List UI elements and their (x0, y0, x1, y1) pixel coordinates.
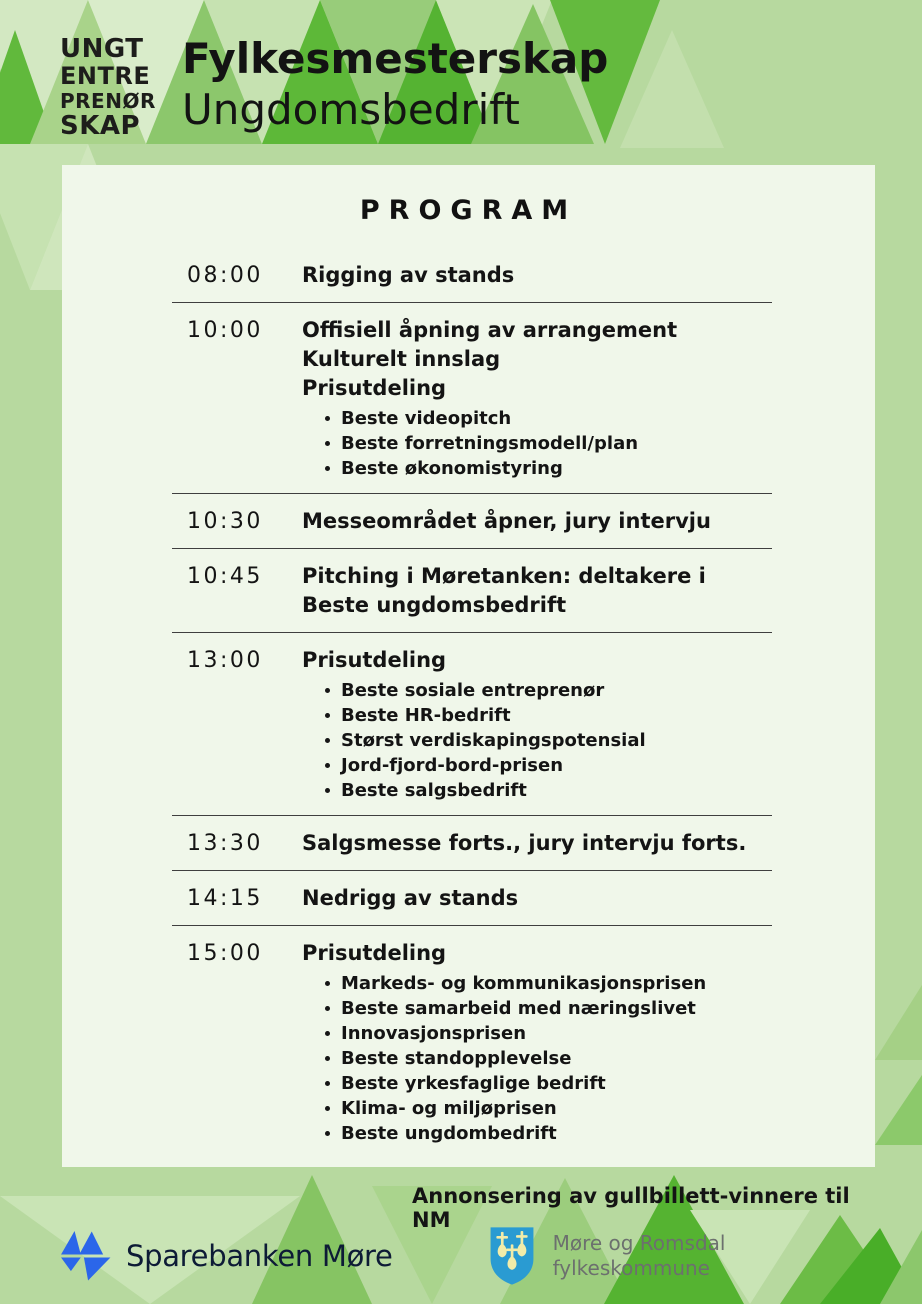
bullet-list (325, 406, 772, 481)
schedule-row-1300 (172, 633, 772, 816)
bullet-item (325, 996, 772, 1021)
time-label: 13:30 (187, 831, 263, 856)
bullet-text: Beste sosiale entreprenør (341, 680, 605, 701)
logo-line: PRENØR (60, 89, 156, 113)
event-line: Offisiell åpning av arrangement (302, 318, 678, 342)
bullet-dot-icon (325, 1056, 330, 1061)
bullet-list (325, 678, 772, 803)
bullet-dot-icon (325, 416, 330, 421)
event-line: Prisutdeling (302, 648, 447, 672)
bullet-item (325, 778, 772, 803)
bullet-item (325, 406, 772, 431)
bullet-text: Beste økonomistyring (341, 458, 563, 479)
time-label: 08:00 (187, 263, 263, 288)
schedule-row-1415 (172, 871, 772, 926)
event-line: Salgsmesse forts., jury intervju forts. (302, 831, 747, 855)
program-card (62, 165, 875, 1232)
bullet-dot-icon (325, 788, 330, 793)
bullet-item (325, 1046, 772, 1071)
bullet-dot-icon (325, 981, 330, 986)
event-line: Pitching i Møretanken: deltakere i (302, 564, 706, 588)
bullet-text: Størst verdiskapingspotensial (341, 730, 646, 751)
announcement-note: Annonsering av gullbillett-vinnere til NM (412, 1184, 850, 1232)
page-subtitle: Ungdomsbedrift (182, 85, 520, 134)
event-line: Rigging av stands (302, 263, 515, 287)
program-heading: PROGRAM (359, 195, 578, 226)
schedule-row-1330 (172, 816, 772, 871)
logo-line: SKAP (60, 111, 141, 141)
sparebanken-more-diamond-icon (60, 1224, 112, 1288)
event-line: Prisutdeling (302, 941, 447, 965)
bullet-dot-icon (325, 1106, 330, 1111)
bullet-dot-icon (325, 738, 330, 743)
bullet-item (325, 456, 772, 481)
bullet-text: Innovasjonsprisen (341, 1023, 527, 1044)
bullet-item (325, 1121, 772, 1146)
schedule-row-0800 (172, 248, 772, 303)
header-title-block (182, 34, 608, 136)
bullet-item (325, 431, 772, 456)
bullet-dot-icon (325, 763, 330, 768)
bullet-item (325, 753, 772, 778)
event-line: Kulturelt innslag (302, 347, 501, 371)
event-line: Nedrigg av stands (302, 886, 519, 910)
event-line: Beste ungdomsbedrift (302, 593, 567, 617)
bullet-text: Beste salgsbedrift (341, 780, 527, 801)
bullet-text: Beste videopitch (341, 408, 512, 429)
bullet-item (325, 1021, 772, 1046)
bullet-dot-icon (325, 1006, 330, 1011)
time-label: 10:45 (187, 564, 263, 589)
time-label: 14:15 (187, 886, 263, 911)
time-label: 13:00 (187, 648, 263, 673)
schedule-row-1500 (172, 926, 772, 1158)
logo-line: ENTRE (60, 62, 151, 90)
bullet-text: Beste standopplevelse (341, 1048, 572, 1069)
county-sponsor (487, 1222, 726, 1290)
bullet-dot-icon (325, 1131, 330, 1136)
bullet-text: Markeds- og kommunikasjonsprisen (341, 973, 707, 994)
sponsor-footer (60, 1222, 725, 1290)
bullet-item (325, 678, 772, 703)
bullet-text: Beste yrkesfaglige bedrift (341, 1073, 606, 1094)
schedule-row-1045 (172, 549, 772, 633)
time-label: 15:00 (187, 941, 263, 966)
bullet-dot-icon (325, 1081, 330, 1086)
page-title: Fylkesmesterskap (182, 34, 609, 83)
logo-line: UNGT (60, 34, 144, 64)
bullet-text: Beste forretningsmodell/plan (341, 433, 639, 454)
county-name (553, 1231, 726, 1281)
bullet-dot-icon (325, 466, 330, 471)
schedule (62, 248, 875, 1158)
bullet-item (325, 1071, 772, 1096)
ungt-entreprenorskap-logo (60, 36, 155, 139)
bullet-item (325, 703, 772, 728)
more-og-romsdal-shield-icon (487, 1222, 537, 1290)
bullet-dot-icon (325, 441, 330, 446)
schedule-row-1000 (172, 303, 772, 494)
county-name-line1: Møre og Romsdal (552, 1231, 726, 1255)
bullet-text: Beste samarbeid med næringslivet (341, 998, 696, 1019)
bullet-text: Beste HR-bedrift (341, 705, 511, 726)
bullet-text: Jord-fjord-bord-prisen (341, 755, 564, 776)
time-label: 10:00 (187, 318, 263, 343)
time-label: 10:30 (187, 509, 263, 534)
bullet-item (325, 728, 772, 753)
bullet-item (325, 971, 772, 996)
bullet-text: Klima- og miljøprisen (341, 1098, 557, 1119)
event-line: Messeområdet åpner, jury intervju (302, 509, 711, 533)
bullet-text: Beste ungdombedrift (341, 1123, 557, 1144)
county-name-line2: fylkeskommune (552, 1256, 710, 1280)
schedule-row-1030 (172, 494, 772, 549)
bullet-dot-icon (325, 688, 330, 693)
bullet-dot-icon (325, 713, 330, 718)
event-line: Prisutdeling (302, 376, 447, 400)
sparebanken-more-name: Sparebanken Møre (126, 1239, 393, 1273)
bullet-list (325, 971, 772, 1146)
bullet-dot-icon (325, 1031, 330, 1036)
bullet-item (325, 1096, 772, 1121)
